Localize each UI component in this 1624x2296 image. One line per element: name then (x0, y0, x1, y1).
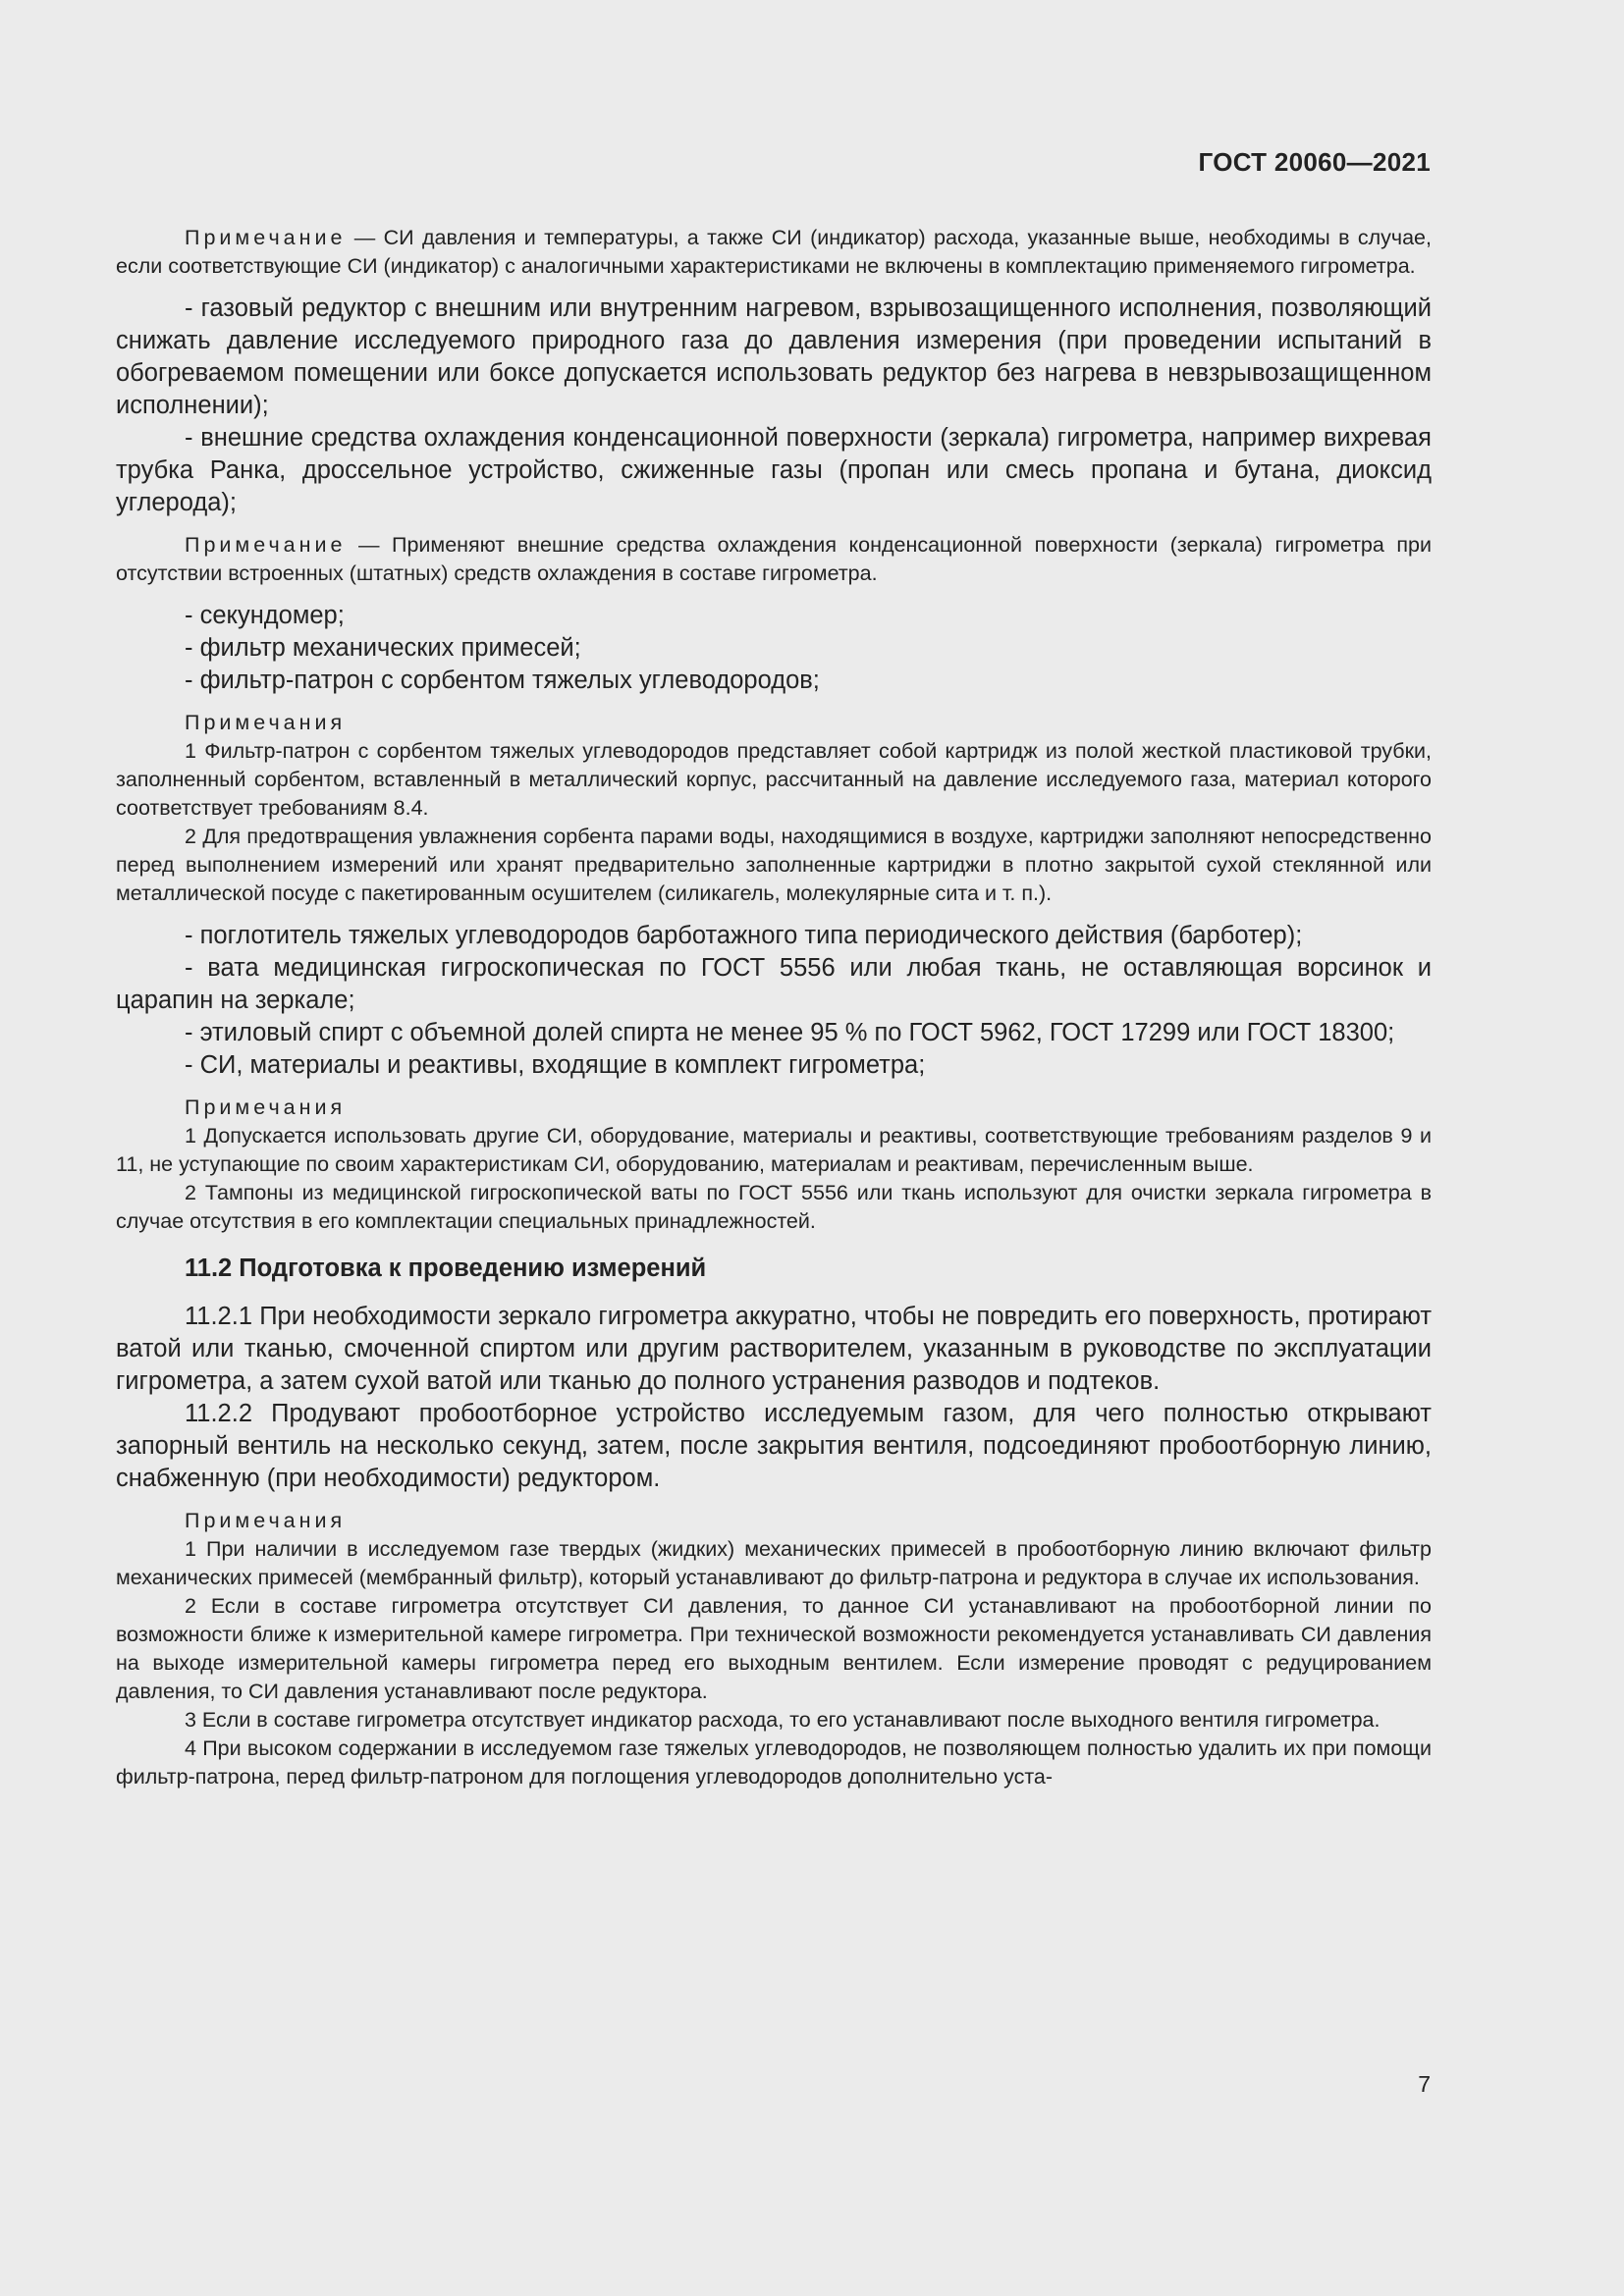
list-item: - СИ, материалы и реактивы, входящие в комплект гигрометра; (185, 1051, 926, 1079)
list-item: - секундомер; (185, 602, 345, 629)
note-text: — Применяют внешние средства охлаждения конденсационной поверхности (зеркала) гигрометра при отсутствии встроенных (штатных) средств охлаждения в составе гигрометра. (116, 533, 1432, 585)
list-item: - внешние средства охлаждения конденсационной поверхности (зеркала) гигрометра, например вихревая трубка Ранка, дроссельное устройство, сжиженные газы (пропан или смесь пропана и бутана, диоксид углерода); (116, 424, 1432, 516)
clause-paragraph: 11.2.2 Продувают пробоотборное устройство исследуемым газом, для чего полностью открывают запорный вентиль на несколько секунд, затем, после закрытия вентиля, подсоединяют пробоотборную линию, снабженную (при необходимости) редуктором. (116, 1400, 1432, 1492)
page-number: 7 (1418, 2071, 1431, 2097)
note-label: Примечание (185, 226, 347, 249)
note-paragraph: 4 При высоком содержании в исследуемом газе тяжелых углеводородов, не позволяющем полностью удалить их при помощи фильтр-патрона, перед фильтр-патроном для поглощения углеводородов дополнительно уста- (116, 1736, 1432, 1789)
list-item: - фильтр механических примесей; (185, 634, 581, 662)
list-item: - поглотитель тяжелых углеводородов барботажного типа периодического действия (барботер); (185, 922, 1303, 949)
section-heading: 11.2 Подготовка к проведению измерений (185, 1255, 707, 1282)
notes-heading: Примечания (185, 711, 347, 734)
list-item: - фильтр-патрон с сорбентом тяжелых углеводородов; (185, 667, 820, 694)
note-paragraph (116, 531, 1432, 588)
clause-paragraph: 11.2.1 При необходимости зеркало гигрометра аккуратно, чтобы не повредить его поверхность, протирают ватой или тканью, смоченной спиртом или другим растворителем, указанным в руководстве по эксплуатации гигрометра, а затем сухой ватой или тканью до полного устранения разводов и подтеков. (116, 1303, 1432, 1395)
note-paragraph: 3 Если в составе гигрометра отсутствует индикатор расхода, то его устанавливают после выходного вентиля гигрометра. (185, 1708, 1380, 1732)
notes-heading: Примечания (185, 1509, 347, 1532)
note-paragraph (116, 224, 1432, 281)
note-paragraph: 2 Для предотвращения увлажнения сорбента парами воды, находящимися в воздухе, картриджи заполняют непосредственно перед выполнением измерений или хранят предварительно заполненные картриджи в плотно закрытой сухой стеклянной или металлической посуде с пакетированным осушителем (силикагель, молекулярные сита и т. п.). (116, 825, 1432, 905)
list-item: - вата медицинская гигроскопическая по ГОСТ 5556 или любая ткань, не оставляющая ворсинок и царапин на зеркале; (116, 954, 1432, 1014)
note-paragraph: 2 Тампоны из медицинской гигроскопической ваты по ГОСТ 5556 или ткань используют для очистки зеркала гигрометра в случае отсутствия в его комплектации специальных принадлежностей. (116, 1181, 1432, 1233)
note-paragraph: 1 Фильтр-патрон с сорбентом тяжелых углеводородов представляет собой картридж из полой жесткой пластиковой трубки, заполненный сорбентом, вставленный в металлический корпус, рассчитанный на давление исследуемого газа, материал которого соответствует требованиям 8.4. (116, 739, 1432, 820)
list-item: - этиловый спирт с объемной долей спирта не менее 95 % по ГОСТ 5962, ГОСТ 17299 или ГОСТ 18300; (185, 1019, 1395, 1046)
note-paragraph: 1 При наличии в исследуемом газе твердых (жидких) механических примесей в пробоотборную линию включают фильтр механических примесей (мембранный фильтр), который устанавливают до фильтр-патрона и редуктора в случае их использования. (116, 1537, 1432, 1589)
note-text: — СИ давления и температуры, а также СИ (индикатор) расхода, указанные выше, необходимы в случае, если соответствующие СИ (индикатор) с аналогичными характеристиками не включены в комплектацию применяемого гигрометра. (116, 226, 1432, 278)
note-paragraph: 2 Если в составе гигрометра отсутствует СИ давления, то данное СИ устанавливают на пробоотборной линии по возможности ближе к измерительной камере гигрометра. При технической возможности рекомендуется устанавливать СИ давления на выходе измерительной камеры гигрометра перед его выходным вентилем. Если измерение проводят с редуцированием давления, то СИ давления устанавливают после редуктора. (116, 1594, 1432, 1703)
page-body (116, 224, 1432, 1791)
document-header: ГОСТ 20060—2021 (1198, 147, 1431, 177)
notes-heading: Примечания (185, 1095, 347, 1119)
list-item: - газовый редуктор с внешним или внутренним нагревом, взрывозащищенного исполнения, позволяющий снижать давление исследуемого природного газа до давления измерения (при проведении испытаний в обогреваемом помещении или боксе допускается использовать редуктор без нагрева в невзрывозащищенном исполнении); (116, 294, 1432, 419)
note-label: Примечание (185, 533, 347, 557)
note-paragraph: 1 Допускается использовать другие СИ, оборудование, материалы и реактивы, соответствующие требованиям разделов 9 и 11, не уступающие по своим характеристикам СИ, оборудованию, материалам и реактивам, перечисленным выше. (116, 1124, 1432, 1176)
